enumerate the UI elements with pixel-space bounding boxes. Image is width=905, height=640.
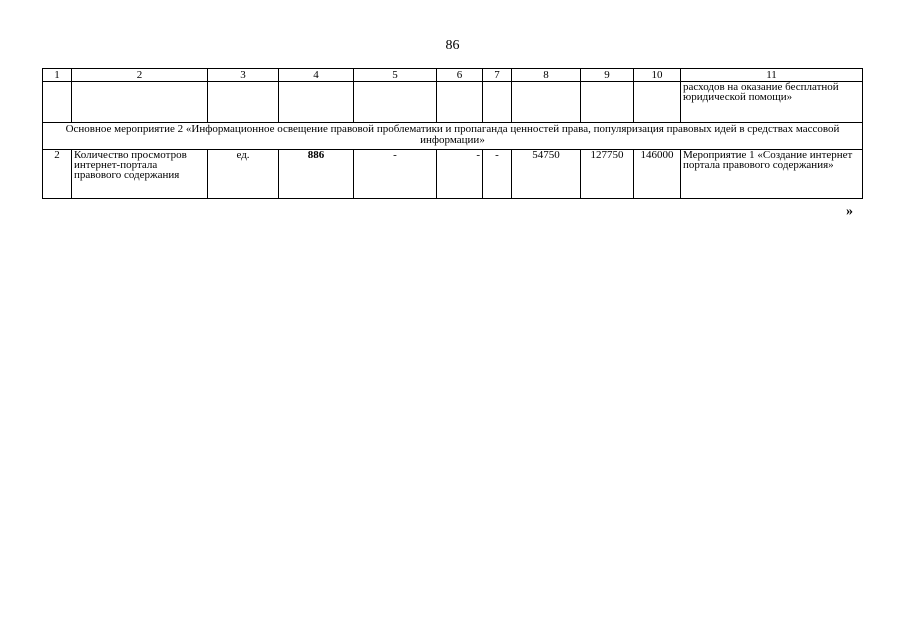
unit: ед. bbox=[208, 150, 279, 199]
header-cell: 10 bbox=[634, 69, 681, 82]
value-col8: 54750 bbox=[512, 150, 581, 199]
table-cell bbox=[72, 82, 208, 123]
header-row bbox=[43, 69, 863, 82]
value-col9: 127750 bbox=[581, 150, 634, 199]
header-cell: 9 bbox=[581, 69, 634, 82]
row-number: 2 bbox=[43, 150, 72, 199]
table-cell bbox=[483, 82, 512, 123]
section-row bbox=[43, 123, 863, 150]
header-cell: 4 bbox=[279, 69, 354, 82]
indicators-table bbox=[42, 68, 863, 199]
header-cell: 8 bbox=[512, 69, 581, 82]
header-cell: 7 bbox=[483, 69, 512, 82]
table-cell bbox=[279, 82, 354, 123]
table-row bbox=[43, 82, 863, 123]
value-col5: - bbox=[354, 150, 437, 199]
base-value: 886 bbox=[279, 150, 354, 199]
activity-description: Мероприятие 1 «Создание интернет портала правового содержания» bbox=[681, 150, 863, 199]
header-cell: 11 bbox=[681, 69, 863, 82]
table-cell bbox=[43, 82, 72, 123]
table-cell bbox=[437, 82, 483, 123]
value-col7: - bbox=[483, 150, 512, 199]
value-col10: 146000 bbox=[634, 150, 681, 199]
header-cell: 1 bbox=[43, 69, 72, 82]
table-cell bbox=[354, 82, 437, 123]
table-cell bbox=[208, 82, 279, 123]
header-cell: 6 bbox=[437, 69, 483, 82]
value-col6: - bbox=[437, 150, 483, 199]
header-cell: 2 bbox=[72, 69, 208, 82]
header-cell: 3 bbox=[208, 69, 279, 82]
table-cell bbox=[634, 82, 681, 123]
closing-quote: » bbox=[846, 204, 853, 219]
table-cell bbox=[581, 82, 634, 123]
continued-description: расходов на оказание бесплатной юридической помощи» bbox=[681, 82, 863, 123]
table-row bbox=[43, 150, 863, 199]
page-number: 86 bbox=[445, 38, 460, 53]
section-title: Основное мероприятие 2 «Информационное освещение правовой проблематики и пропаганда ценностей права, популяризация правовых идей в средствах массовой информации» bbox=[43, 123, 863, 150]
header-cell: 5 bbox=[354, 69, 437, 82]
table-cell bbox=[512, 82, 581, 123]
indicator-name: Количество просмотров интернет-портала правового содержания bbox=[72, 150, 208, 199]
